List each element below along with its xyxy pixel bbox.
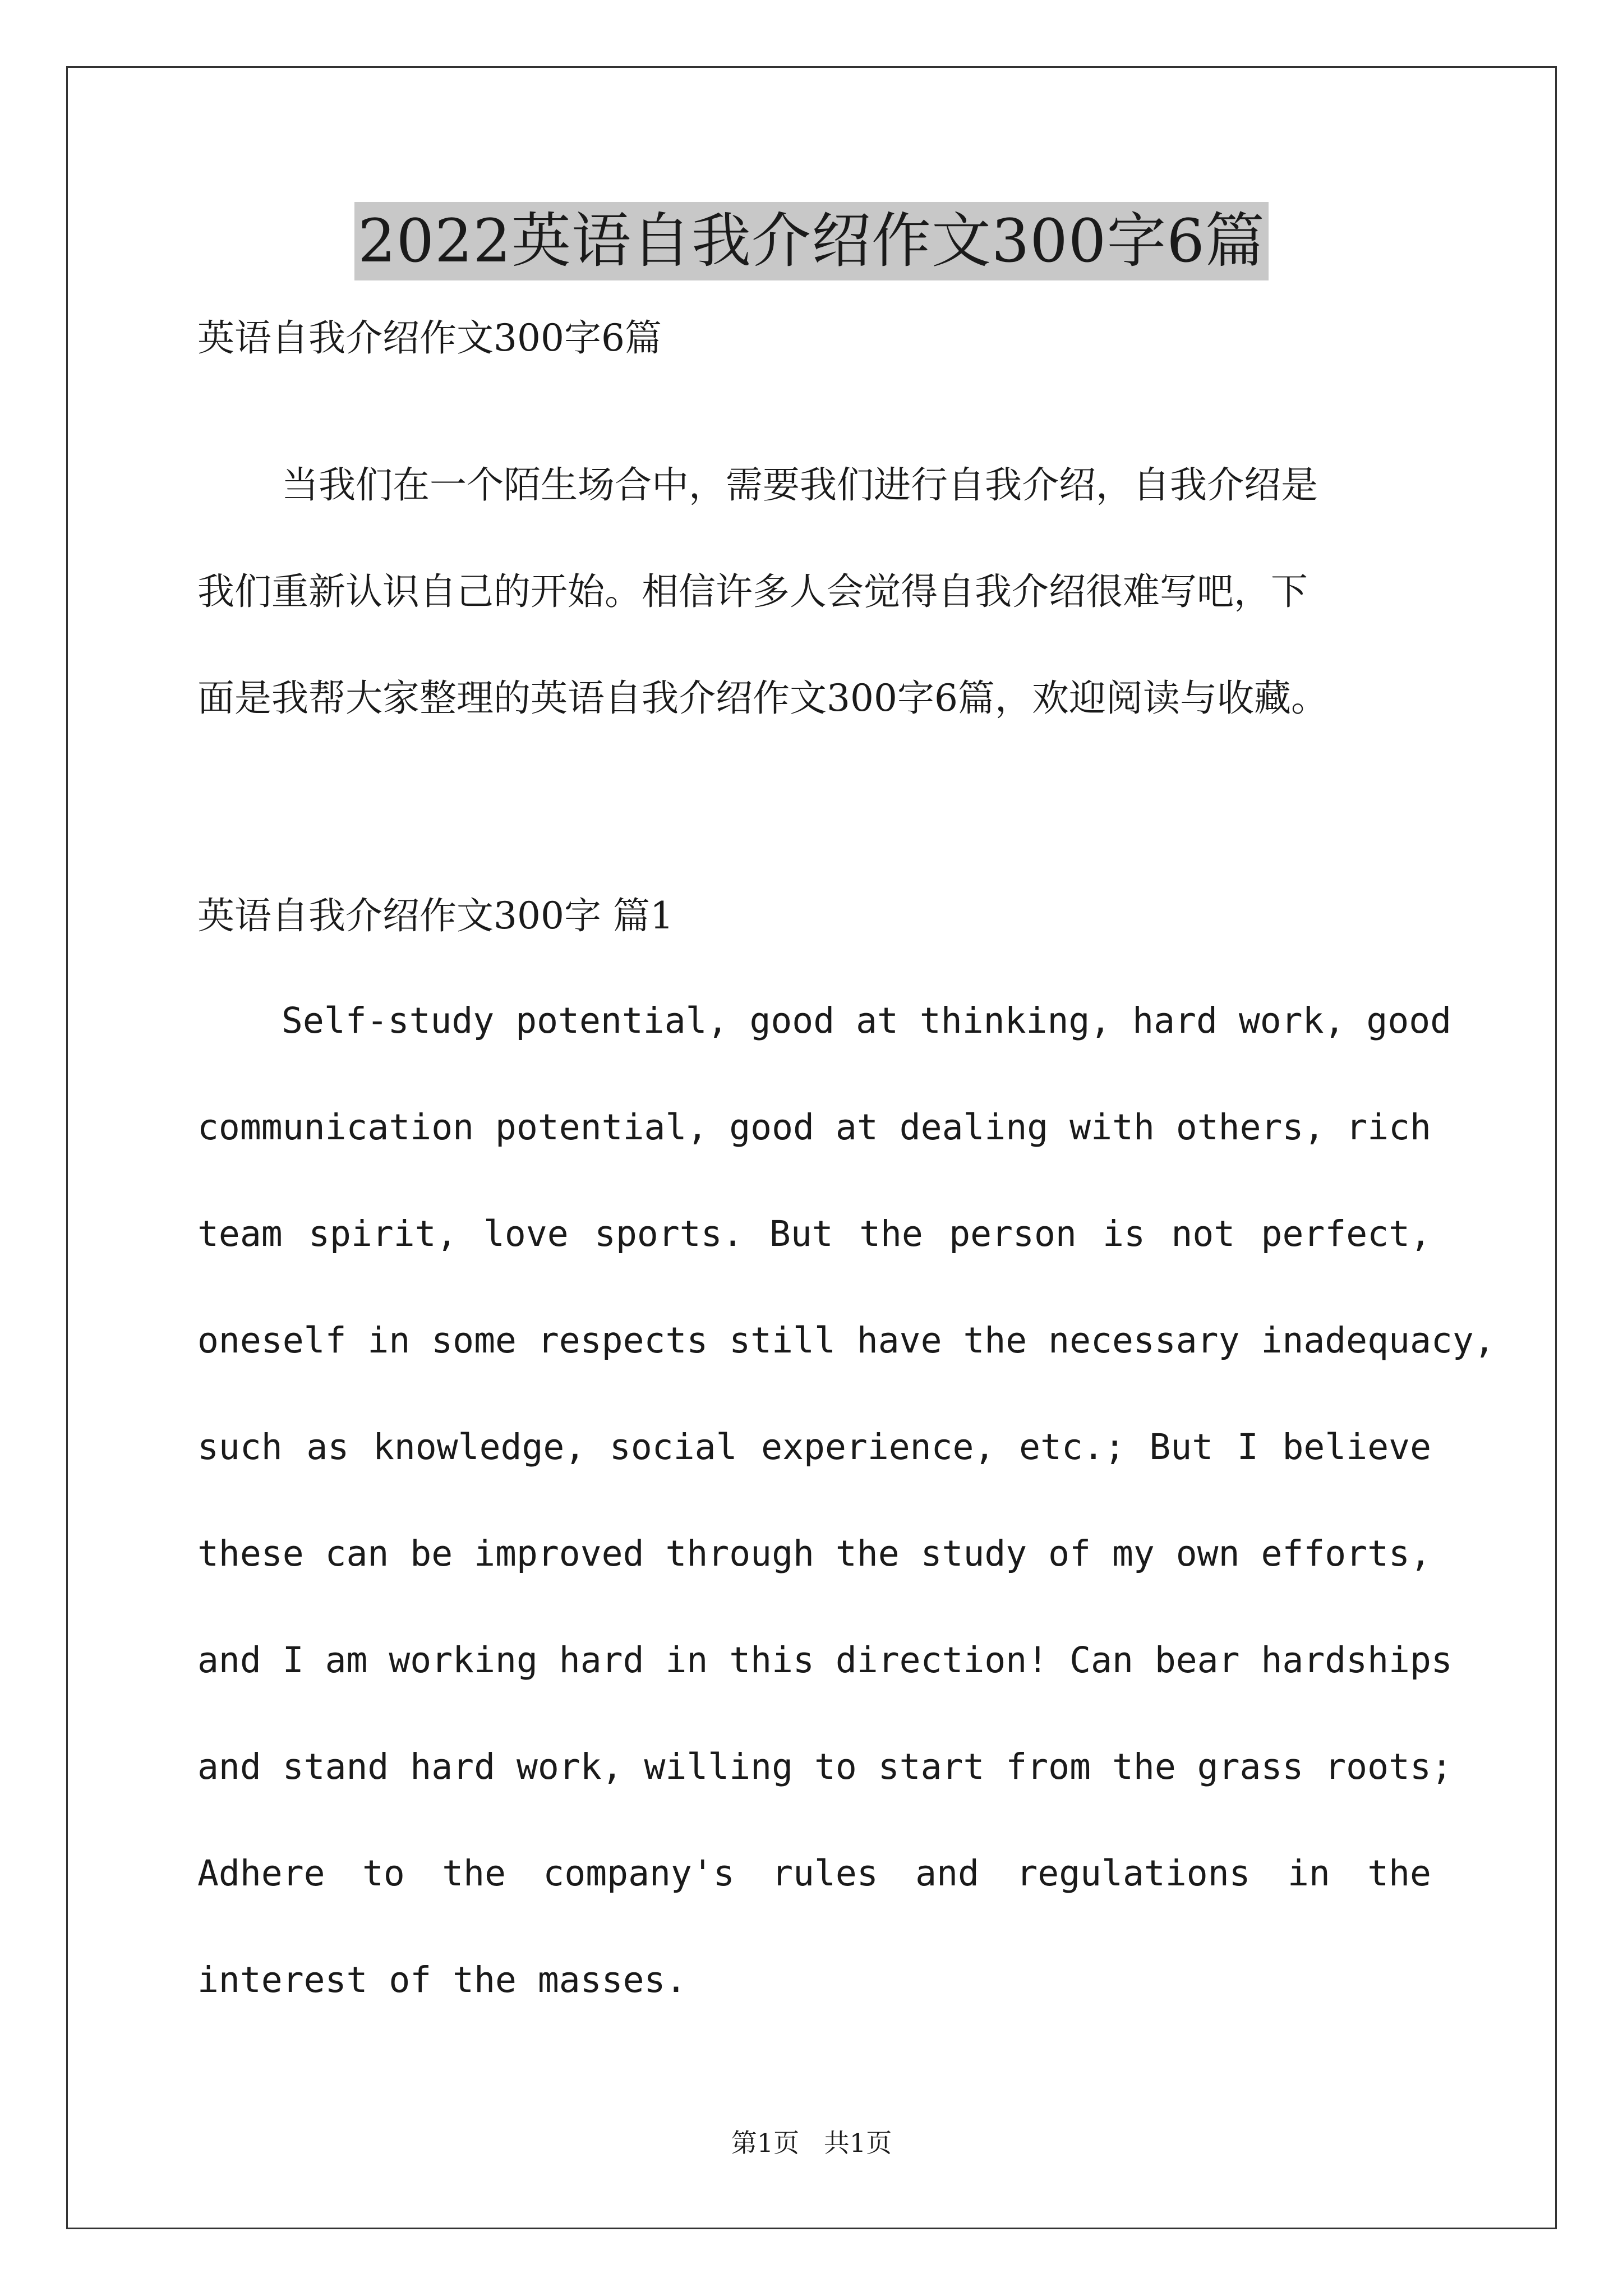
- english-line: Adhere to the company's rules and regulations in the: [197, 1853, 1431, 1894]
- section-heading: 英语自我介绍作文300字 篇1: [197, 894, 674, 937]
- english-line: team spirit, love sports. But the person is not perfect,: [197, 1213, 1431, 1254]
- page-footer: 第1页 共1页: [731, 2128, 892, 2158]
- english-line: such as knowledge, social experience, etc.; But I believe: [197, 1427, 1431, 1467]
- english-line: and I am working hard in this direction! Can bear hardships: [197, 1640, 1453, 1681]
- english-line: Self-study potential, good at thinking, hard work, good: [282, 1000, 1452, 1041]
- english-line: communication potential, good at dealing with others, rich: [197, 1107, 1431, 1148]
- english-paragraph: [197, 968, 1495, 2033]
- document-subtitle: 英语自我介绍作文300字6篇: [197, 316, 662, 360]
- english-line: oneself in some respects still have the necessary inadequacy,: [197, 1320, 1495, 1361]
- intro-paragraph: [197, 432, 1431, 752]
- title-container: [0, 202, 1623, 280]
- english-line: and stand hard work, willing to start from the grass roots;: [197, 1746, 1453, 1787]
- intro-line: 面是我帮大家整理的英语自我介绍作文300字6篇，欢迎阅读与收藏。: [197, 677, 1328, 720]
- intro-line: 我们重新认识自己的开始。相信许多人会觉得自我介绍很难写吧，下: [197, 570, 1308, 613]
- intro-line: 当我们在一个陌生场合中，需要我们进行自我介绍，自我介绍是: [282, 463, 1318, 507]
- english-line: interest of the masses.: [197, 1959, 687, 2000]
- english-line: these can be improved through the study of my own efforts,: [197, 1533, 1431, 1574]
- document-title: 2022英语自我介绍作文300字6篇: [354, 202, 1269, 280]
